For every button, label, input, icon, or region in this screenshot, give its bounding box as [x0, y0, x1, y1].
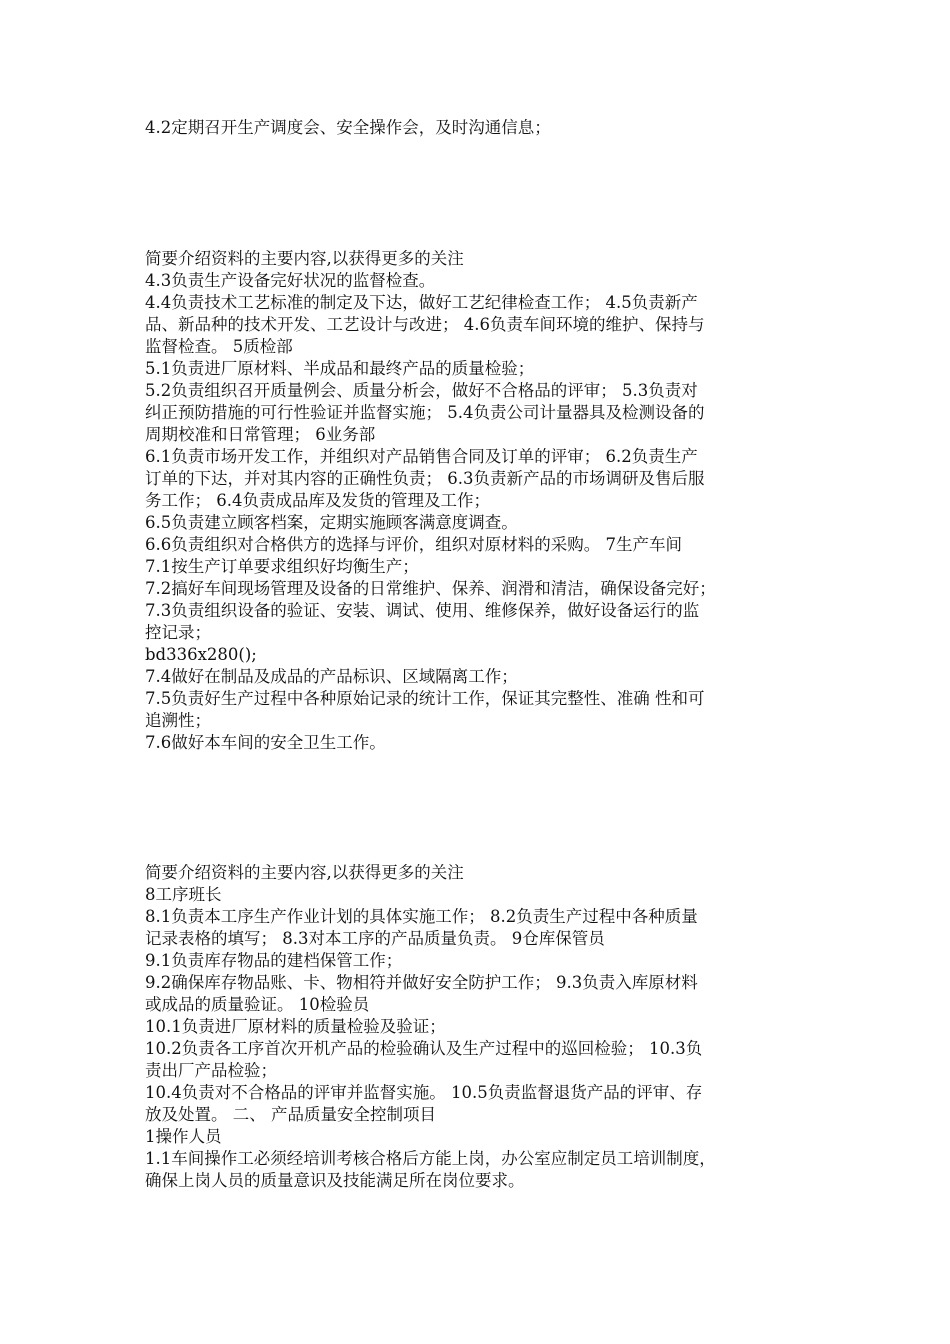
text-line: 6.1负责市场开发工作，并组织对产品销售合同及订单的评审； 6.2负责生产: [145, 447, 698, 466]
text-line: 9.2确保库存物品账、卡、物相符并做好安全防护工作； 9.3负责入库原材料: [145, 973, 698, 992]
text-line: 或成品的质量验证。 10检验员: [145, 995, 370, 1014]
text-line: 5.1负责进厂原材料、半成品和最终产品的质量检验；: [145, 359, 535, 378]
text-line: 4.3负责生产设备完好状况的监督检查。: [145, 271, 436, 290]
text-line: 7.5负责好生产过程中各种原始记录的统计工作，保证其完整性、准确 性和可: [145, 689, 705, 708]
text-line: 10.4负责对不合格品的评审并监督实施。 10.5负责监督退货产品的评审、存: [145, 1083, 703, 1102]
text-line: 10.1负责进厂原材料的质量检验及验证；: [145, 1017, 446, 1036]
text-line: 务工作； 6.4负责成品库及发货的管理及工作；: [145, 491, 490, 510]
text-line: 10.2负责各工序首次开机产品的检验确认及生产过程中的巡回检验； 10.3负: [145, 1039, 703, 1058]
text-line: 周期校准和日常管理； 6业务部: [145, 425, 376, 444]
text-line: 1操作人员: [145, 1127, 222, 1146]
text-line: 7.4做好在制品及成品的产品标识、区域隔离工作；: [145, 667, 518, 686]
text-line: 责出厂产品检验；: [145, 1061, 277, 1080]
text-line: 4.4负责技术工艺标准的制定及下达，做好工艺纪律检查工作； 4.5负责新产: [145, 293, 698, 312]
text-line: 7.1按生产订单要求组织好均衡生产；: [145, 557, 419, 576]
text-line: 追溯性；: [145, 711, 211, 730]
text-line: 5.2负责组织召开质量例会、质量分析会，做好不合格品的评审； 5.3负责对: [145, 381, 698, 400]
text-line: 记录表格的填写； 8.3对本工序的产品质量负责。 9仓库保管员: [145, 929, 605, 948]
text-line: 4.2定期召开生产调度会、安全操作会，及时沟通信息；: [145, 118, 551, 137]
text-line: 控记录；: [145, 623, 211, 642]
text-line: 7.2搞好车间现场管理及设备的日常维护、保养、润滑和清洁，确保设备完好；: [145, 579, 716, 598]
text-line: 7.6做好本车间的安全卫生工作。: [145, 733, 386, 752]
text-line: 订单的下达，并对其内容的正确性负责； 6.3负责新产品的市场调研及售后服: [145, 469, 705, 488]
text-line: 纠正预防措施的可行性验证并监督实施； 5.4负责公司计量器具及检测设备的: [145, 403, 705, 422]
text-line: 监督检查。 5质检部: [145, 337, 293, 356]
text-line: 品、新品种的技术开发、工艺设计与改进； 4.6负责车间环境的维护、保持与: [145, 315, 705, 334]
text-line: 1.1车间操作工必须经培训考核合格后方能上岗，办公室应制定员工培训制度，: [145, 1149, 716, 1168]
text-line: bd336x280();: [145, 645, 257, 664]
text-line: 7.3负责组织设备的验证、安装、调试、使用、维修保养，做好设备运行的监: [145, 601, 700, 620]
text-line: 6.6负责组织对合格供方的选择与评价，组织对原材料的采购。 7生产车间: [145, 535, 682, 554]
text-line: 8.1负责本工序生产作业计划的具体实施工作； 8.2负责生产过程中各种质量: [145, 907, 698, 926]
text-line: 放及处置。 二、 产品质量安全控制项目: [145, 1105, 436, 1124]
text-line: 简要介绍资料的主要内容,以获得更多的关注: [145, 249, 464, 268]
text-line: 6.5负责建立顾客档案，定期实施顾客满意度调查。: [145, 513, 518, 532]
text-line: 确保上岗人员的质量意识及技能满足所在岗位要求。: [145, 1171, 525, 1190]
text-line: 8工序班长: [145, 885, 222, 904]
text-line: 9.1负责库存物品的建档保管工作；: [145, 951, 403, 970]
text-line: 简要介绍资料的主要内容,以获得更多的关注: [145, 863, 464, 882]
